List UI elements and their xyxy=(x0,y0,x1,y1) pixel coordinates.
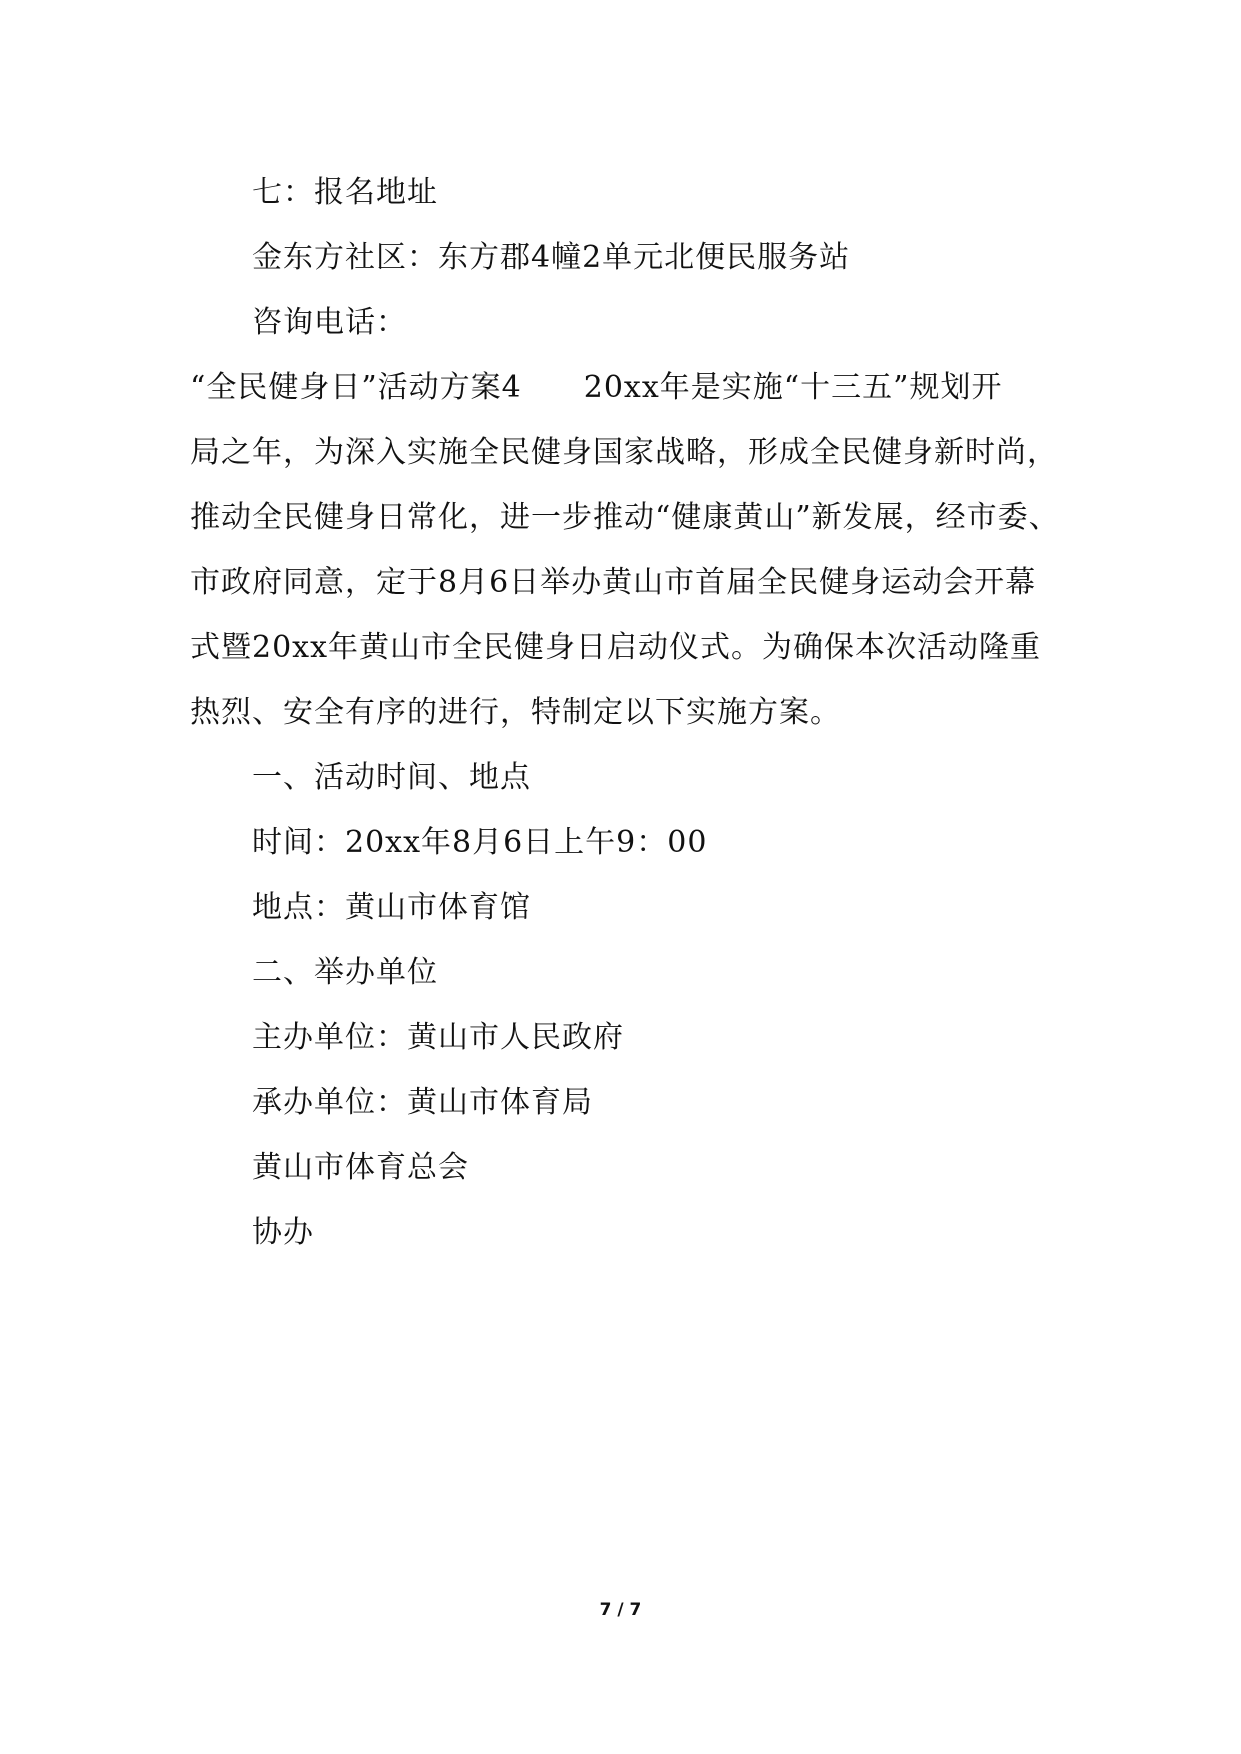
section-heading-organizers: 二、举办单位 xyxy=(252,955,438,990)
organizer-organization: 承办单位：黄山市体育局 xyxy=(252,1085,593,1120)
paragraph-line: “全民健身日”活动方案4 20xx年是实施“十三五”规划开 xyxy=(190,370,1003,405)
paragraph-line: 热烈、安全有序的进行，特制定以下实施方案。 xyxy=(190,695,841,730)
paragraph-line: 式暨20xx年黄山市全民健身日启动仪式。为确保本次活动隆重 xyxy=(190,630,1042,665)
paragraph-line: 局之年，为深入实施全民健身国家战略，形成全民健身新时尚， xyxy=(190,435,1058,470)
page-number: 7 / 7 xyxy=(599,1600,642,1620)
organizer-organization-2: 黄山市体育总会 xyxy=(252,1150,469,1185)
event-place: 地点：黄山市体育馆 xyxy=(252,890,531,925)
document-body xyxy=(190,160,1060,1265)
intro-paragraph xyxy=(190,355,1060,745)
co-organizer-label: 协办 xyxy=(252,1215,314,1250)
registration-address-text: 金东方社区：东方郡4幢2单元北便民服务站 xyxy=(252,240,851,275)
consultation-phone-label: 咨询电话： xyxy=(252,305,407,340)
section-heading-registration-address: 七：报名地址 xyxy=(252,175,438,210)
host-organization: 主办单位：黄山市人民政府 xyxy=(252,1020,624,1055)
paragraph-line: 推动全民健身日常化，进一步推动“健康黄山”新发展，经市委、 xyxy=(190,500,1060,535)
paragraph-line: 市政府同意，定于8月6日举办黄山市首届全民健身运动会开幕 xyxy=(190,565,1037,600)
section-heading-time-place: 一、活动时间、地点 xyxy=(252,760,531,795)
event-time: 时间：20xx年8月6日上午9：00 xyxy=(252,825,708,860)
